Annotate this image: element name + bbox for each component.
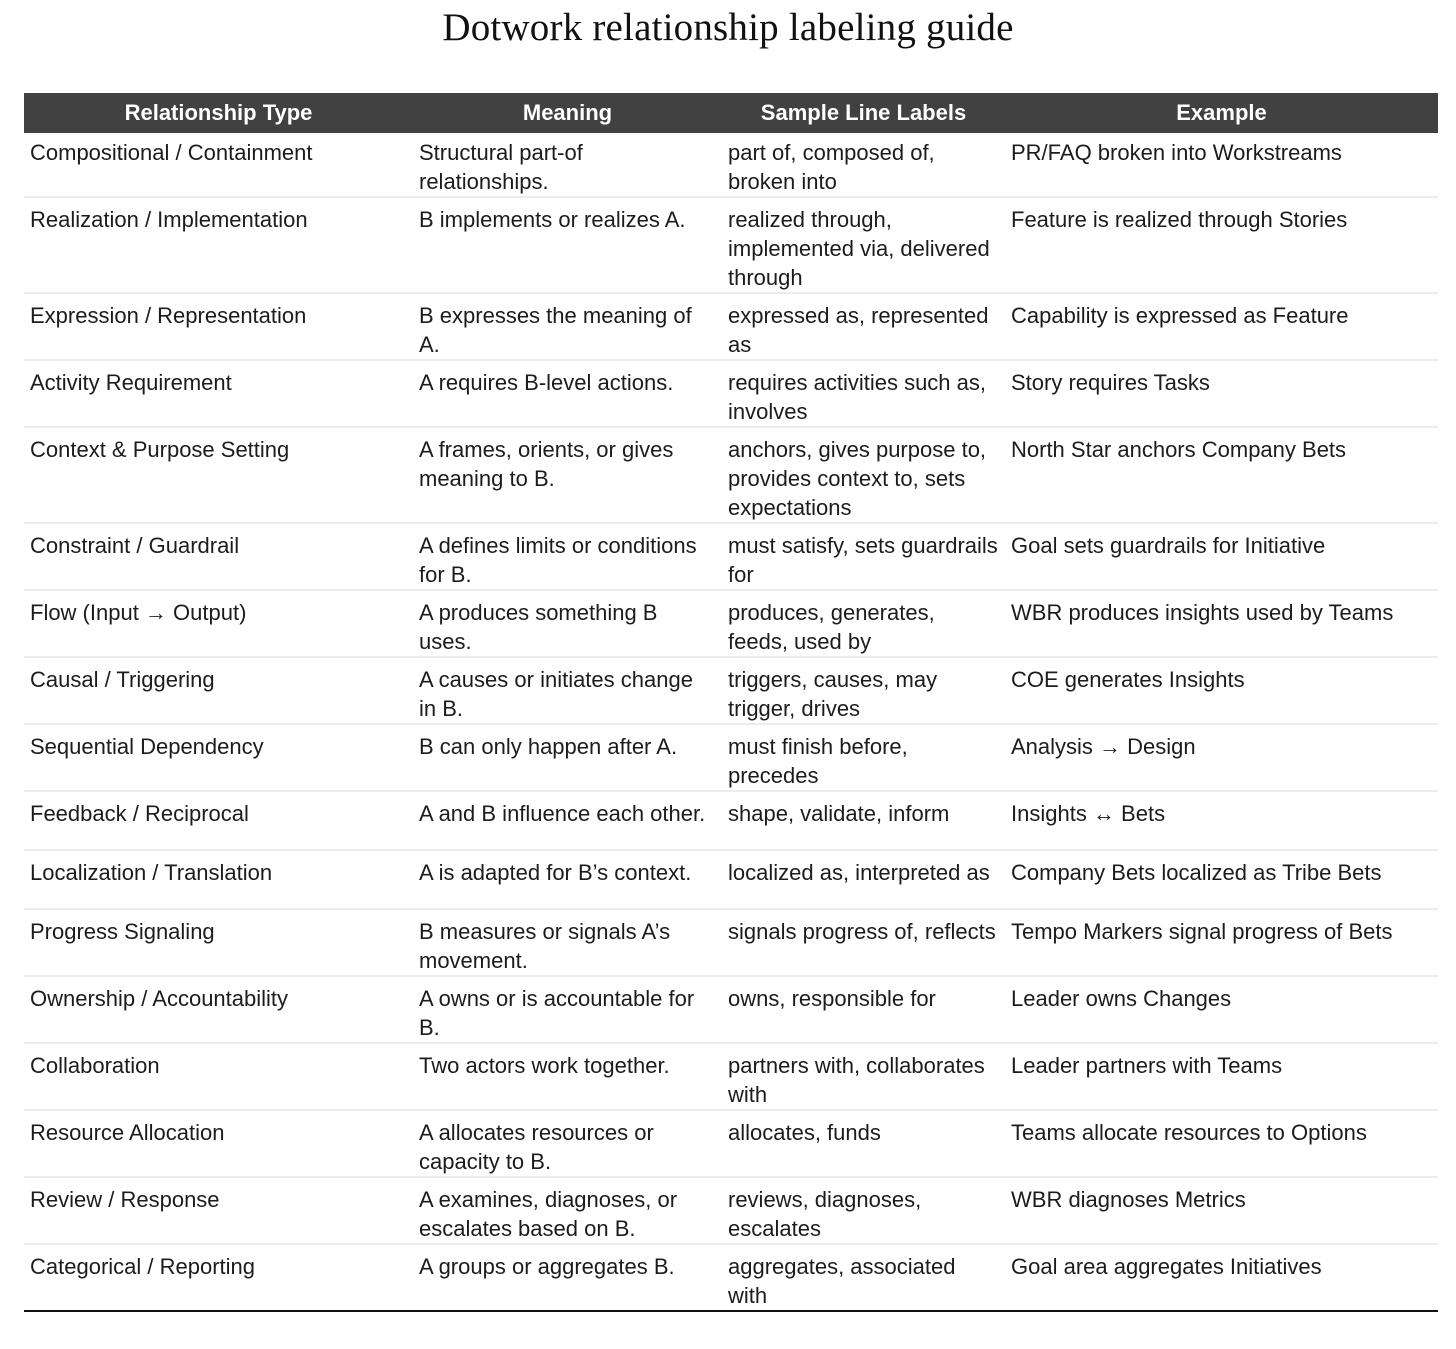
cell-relationship-type: Expression / Representation <box>24 293 413 360</box>
cell-example: Company Bets localized as Tribe Bets <box>1005 850 1438 909</box>
cell-relationship-type: Ownership / Accountability <box>24 976 413 1043</box>
table-row <box>24 197 1438 293</box>
relationship-table <box>24 93 1438 1312</box>
cell-sample-labels: localized as, interpreted as <box>722 850 1005 909</box>
cell-example: Analysis → Design <box>1005 724 1438 791</box>
cell-relationship-type: Localization / Translation <box>24 850 413 909</box>
cell-sample-labels: shape, validate, inform <box>722 791 1005 850</box>
table-row <box>24 1043 1438 1110</box>
cell-relationship-type: Resource Allocation <box>24 1110 413 1177</box>
cell-relationship-type: Compositional / Containment <box>24 133 413 197</box>
cell-meaning: A requires B-level actions. <box>413 360 722 427</box>
cell-sample-labels: aggregates, associated with <box>722 1244 1005 1311</box>
cell-example: Insights ↔ Bets <box>1005 791 1438 850</box>
cell-meaning: A examines, diagnoses, or escalates based on B. <box>413 1177 722 1244</box>
cell-example: PR/FAQ broken into Workstreams <box>1005 133 1438 197</box>
cell-sample-labels: requires activities such as, involves <box>722 360 1005 427</box>
cell-relationship-type: Causal / Triggering <box>24 657 413 724</box>
cell-relationship-type: Sequential Dependency <box>24 724 413 791</box>
cell-example: North Star anchors Company Bets <box>1005 427 1438 523</box>
cell-sample-labels: reviews, diagnoses, escalates <box>722 1177 1005 1244</box>
table-row <box>24 1177 1438 1244</box>
cell-meaning: A produces something B uses. <box>413 590 722 657</box>
table-row <box>24 427 1438 523</box>
header-meaning: Meaning <box>413 93 722 133</box>
table-row <box>24 133 1438 197</box>
cell-example: COE generates Insights <box>1005 657 1438 724</box>
header-relationship-type: Relationship Type <box>24 93 413 133</box>
cell-example: Story requires Tasks <box>1005 360 1438 427</box>
table-row <box>24 909 1438 976</box>
cell-example: Tempo Markers signal progress of Bets <box>1005 909 1438 976</box>
cell-example: Leader partners with Teams <box>1005 1043 1438 1110</box>
page-title: Dotwork relationship labeling guide <box>442 6 1014 49</box>
cell-sample-labels: must finish before, precedes <box>722 724 1005 791</box>
header-sample-line-labels: Sample Line Labels <box>722 93 1005 133</box>
table-row <box>24 976 1438 1043</box>
cell-sample-labels: allocates, funds <box>722 1110 1005 1177</box>
table-row <box>24 1110 1438 1177</box>
cell-example: Teams allocate resources to Options <box>1005 1110 1438 1177</box>
cell-meaning: A frames, orients, or gives meaning to B. <box>413 427 722 523</box>
cell-sample-labels: realized through, implemented via, delivered through <box>722 197 1005 293</box>
table-row <box>24 293 1438 360</box>
cell-meaning: Two actors work together. <box>413 1043 722 1110</box>
cell-relationship-type: Feedback / Reciprocal <box>24 791 413 850</box>
relationship-table-container <box>24 93 1438 1312</box>
cell-relationship-type: Flow (Input → Output) <box>24 590 413 657</box>
cell-meaning: A allocates resources or capacity to B. <box>413 1110 722 1177</box>
cell-relationship-type: Progress Signaling <box>24 909 413 976</box>
cell-meaning: B measures or signals A’s movement. <box>413 909 722 976</box>
cell-meaning: A groups or aggregates B. <box>413 1244 722 1311</box>
cell-relationship-type: Constraint / Guardrail <box>24 523 413 590</box>
cell-meaning: A is adapted for B’s context. <box>413 850 722 909</box>
cell-example: WBR diagnoses Metrics <box>1005 1177 1438 1244</box>
cell-relationship-type: Review / Response <box>24 1177 413 1244</box>
table-row <box>24 1244 1438 1311</box>
cell-relationship-type: Realization / Implementation <box>24 197 413 293</box>
cell-sample-labels: partners with, collaborates with <box>722 1043 1005 1110</box>
table-row <box>24 590 1438 657</box>
cell-sample-labels: anchors, gives purpose to, provides context to, sets expectations <box>722 427 1005 523</box>
table-row <box>24 850 1438 909</box>
cell-example: Goal sets guardrails for Initiative <box>1005 523 1438 590</box>
cell-example: Capability is expressed as Feature <box>1005 293 1438 360</box>
header-example: Example <box>1005 93 1438 133</box>
cell-meaning: A causes or initiates change in B. <box>413 657 722 724</box>
header-row <box>24 93 1438 133</box>
cell-example: WBR produces insights used by Teams <box>1005 590 1438 657</box>
cell-sample-labels: part of, composed of, broken into <box>722 133 1005 197</box>
cell-meaning: A and B influence each other. <box>413 791 722 850</box>
cell-meaning: B implements or realizes A. <box>413 197 722 293</box>
cell-sample-labels: signals progress of, reflects <box>722 909 1005 976</box>
cell-example: Goal area aggregates Initiatives <box>1005 1244 1438 1311</box>
cell-sample-labels: expressed as, represented as <box>722 293 1005 360</box>
cell-relationship-type: Activity Requirement <box>24 360 413 427</box>
table-row <box>24 360 1438 427</box>
cell-relationship-type: Collaboration <box>24 1043 413 1110</box>
cell-sample-labels: triggers, causes, may trigger, drives <box>722 657 1005 724</box>
cell-relationship-type: Categorical / Reporting <box>24 1244 413 1311</box>
cell-meaning: B can only happen after A. <box>413 724 722 791</box>
cell-example: Leader owns Changes <box>1005 976 1438 1043</box>
cell-meaning: B expresses the meaning of A. <box>413 293 722 360</box>
cell-meaning: Structural part-of relationships. <box>413 133 722 197</box>
table-header <box>24 93 1438 133</box>
cell-example: Feature is realized through Stories <box>1005 197 1438 293</box>
table-row <box>24 791 1438 850</box>
table-row <box>24 523 1438 590</box>
table-body <box>24 133 1438 1311</box>
cell-meaning: A defines limits or conditions for B. <box>413 523 722 590</box>
cell-sample-labels: produces, generates, feeds, used by <box>722 590 1005 657</box>
table-row <box>24 657 1438 724</box>
cell-sample-labels: must satisfy, sets guardrails for <box>722 523 1005 590</box>
cell-meaning: A owns or is accountable for B. <box>413 976 722 1043</box>
table-row <box>24 724 1438 791</box>
cell-sample-labels: owns, responsible for <box>722 976 1005 1043</box>
cell-relationship-type: Context & Purpose Setting <box>24 427 413 523</box>
